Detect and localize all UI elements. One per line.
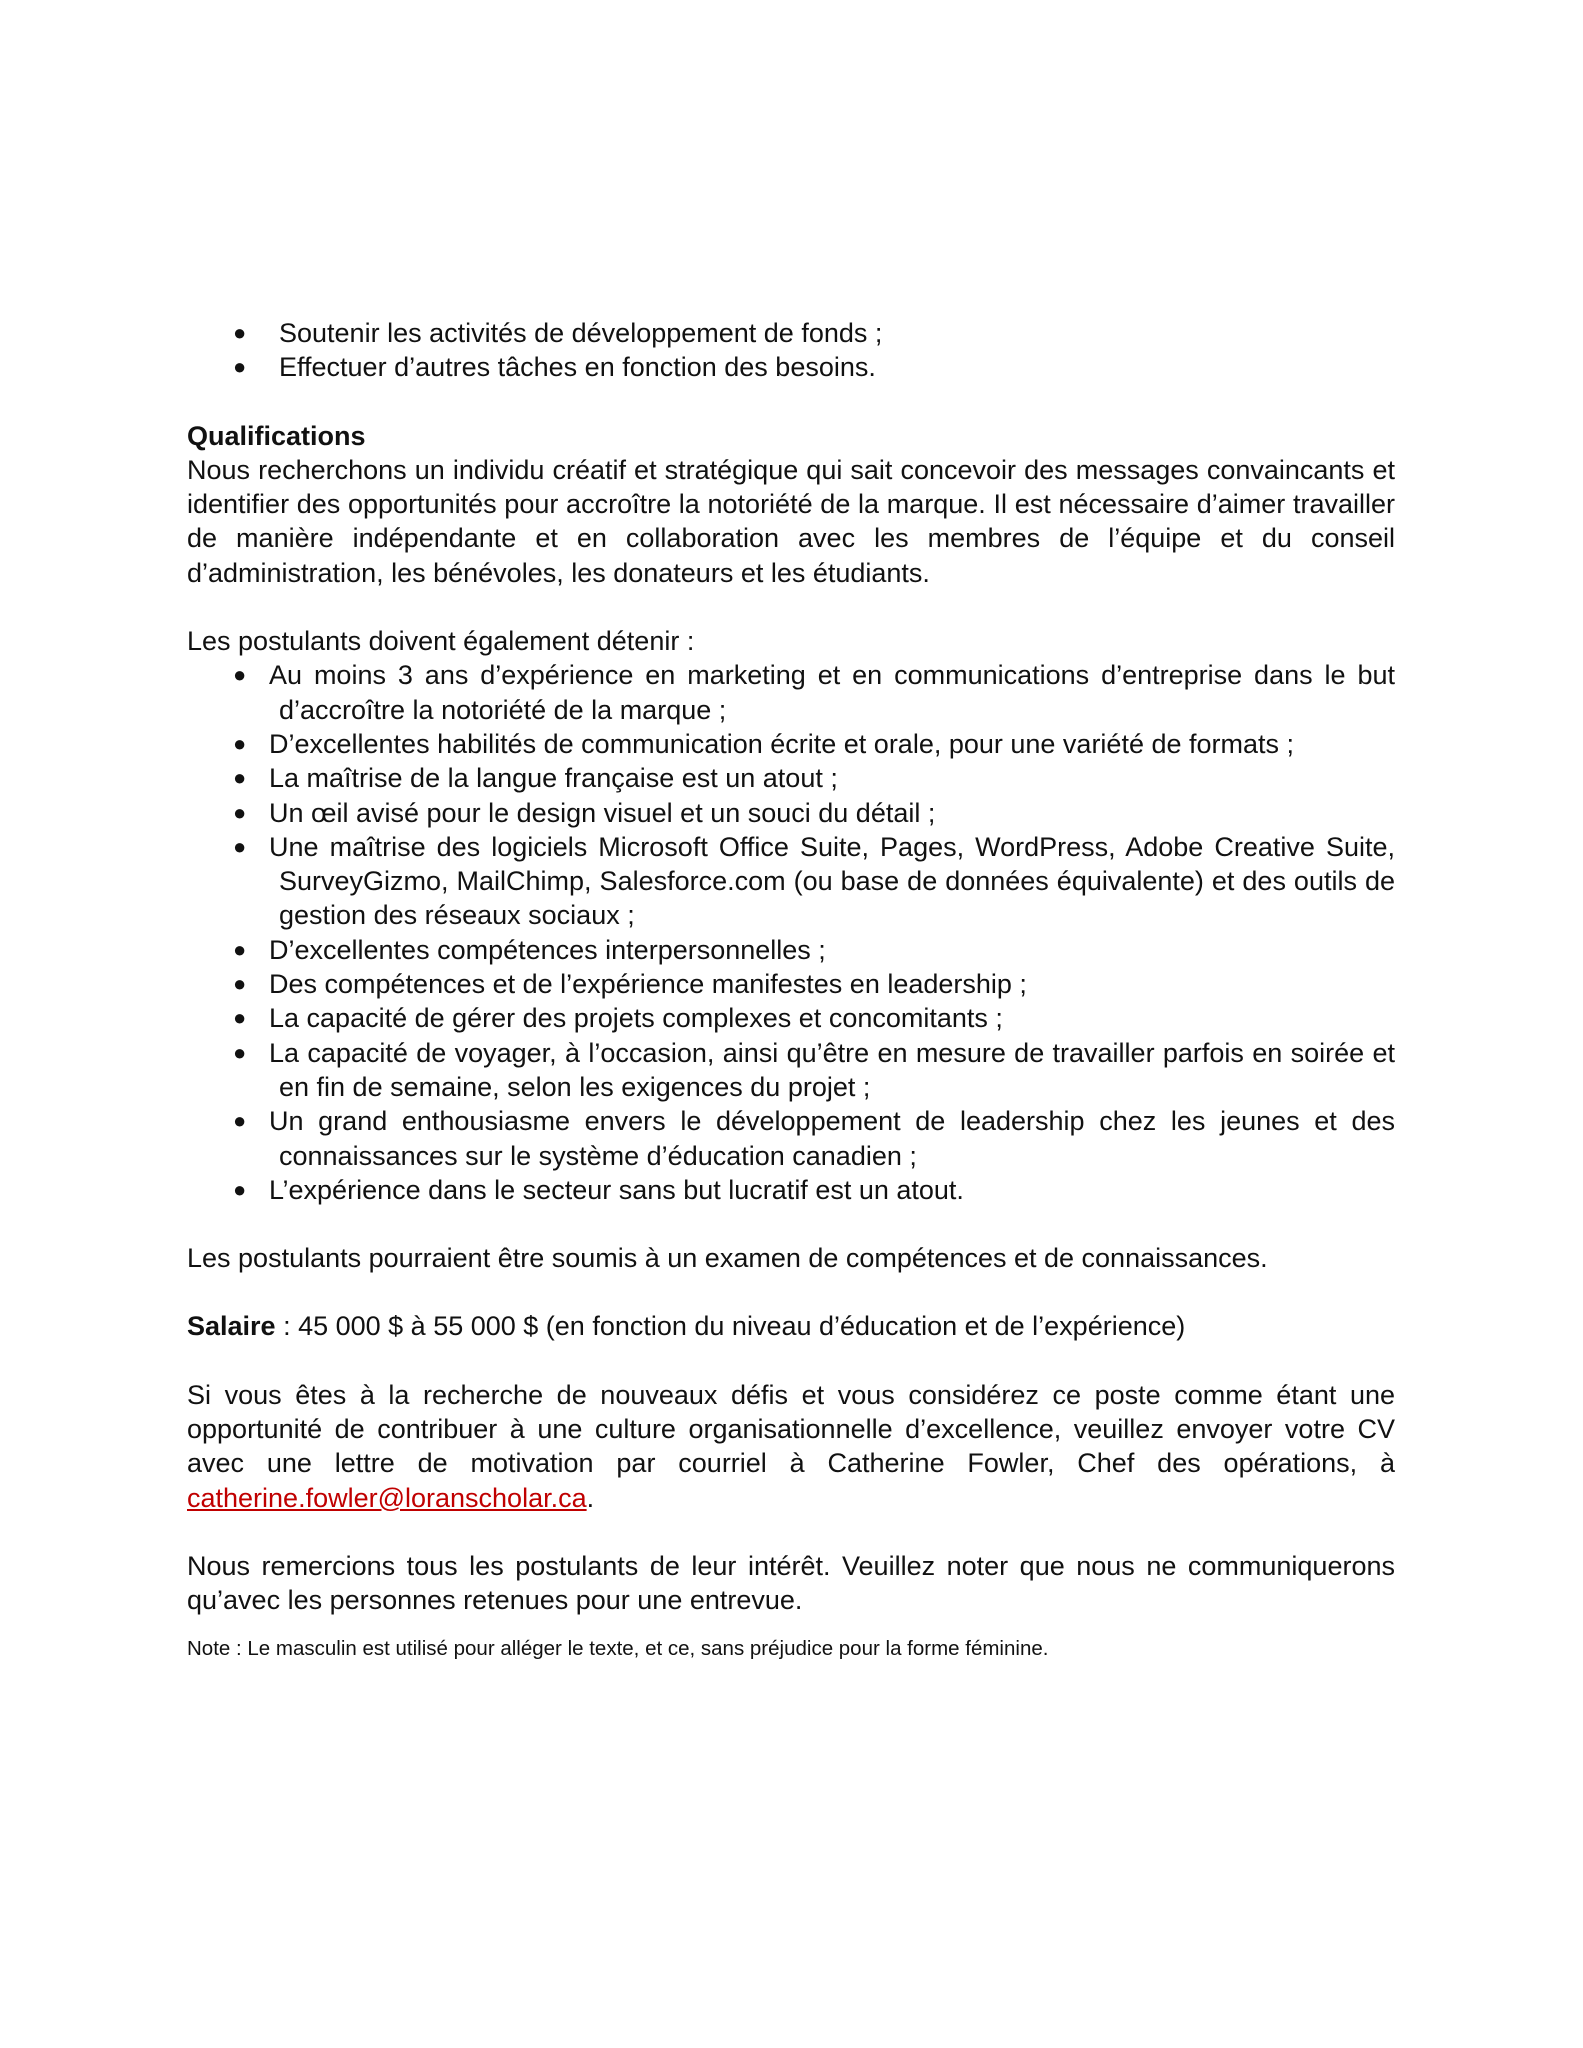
list-item: ● D’excellentes habilités de communication écrite et orale, pour une variété de formats ;	[187, 727, 1395, 761]
bullet-icon: ●	[233, 1176, 247, 1202]
footnote: Note : Le masculin est utilisé pour alléger le texte, et ce, sans préjudice pour la forme féminine.	[187, 1636, 1049, 1660]
list-item: ● Effectuer d’autres tâches en fonction des besoins.	[187, 350, 1395, 384]
list-item: ● La capacité de gérer des projets complexes et concomitants ;	[187, 1001, 1395, 1035]
document-page	[187, 316, 1395, 1664]
list-item: ● Au moins 3 ans d’expérience en marketing et en communications d’entreprise dans le but d’accroître la notoriété de la marque ;	[233, 660, 1395, 725]
bullet-icon: ●	[233, 936, 247, 962]
bullet-icon: ●	[233, 799, 247, 825]
bullet-icon: ●	[233, 320, 247, 345]
apply-text: Si vous êtes à la recherche de nouveaux défis et vous considérez ce poste comme étant une opportunité de contribuer à une culture organisationnelle d’excellence, veuillez envoyer votre CV avec une lettre de motivation par courriel à Catherine Fowler, Chef des opérations, à	[187, 1379, 1395, 1479]
apply-paragraph	[187, 1378, 1395, 1515]
list-item: ● Un grand enthousiasme envers le développement de leadership chez les jeunes et des connaissances sur le système d’éducation canadien ;	[233, 1106, 1395, 1171]
requirements-list	[187, 658, 1395, 1207]
bullet-icon: ●	[233, 662, 247, 688]
list-item: ● Un œil avisé pour le design visuel et un souci du détail ;	[187, 796, 1395, 830]
bullet-icon: ●	[233, 1005, 247, 1031]
apply-end: .	[586, 1482, 595, 1513]
list-item: ● D’excellentes compétences interpersonnelles ;	[187, 933, 1395, 967]
list-item: ● La capacité de voyager, à l’occasion, ainsi qu’être en mesure de travailler parfois en soirée et en fin de semaine, selon les exigences du projet ;	[233, 1037, 1395, 1102]
list-item: ● L’expérience dans le secteur sans but lucratif est un atout.	[187, 1173, 1395, 1207]
list-item: ● Une maîtrise des logiciels Microsoft Office Suite, Pages, WordPress, Adobe Creative Suite, SurveyGizmo, MailChimp, Salesforce.com (ou base de données équivalente) et des outils de gestion des réseaux sociaux ;	[233, 831, 1395, 931]
requirements-intro: Les postulants doivent également détenir :	[187, 626, 695, 657]
bullet-icon: ●	[233, 765, 247, 791]
bullet-icon: ●	[233, 354, 247, 380]
bullet-icon: ●	[233, 971, 247, 997]
top-bullet-list	[187, 316, 1395, 385]
thanks-paragraph: Nous remercions tous les postulants de leur intérêt. Veuillez noter que nous ne communiquerons qu’avec les personnes retenues pour une entrevue.	[187, 1550, 1395, 1616]
qualifications-paragraph: Nous recherchons un individu créatif et stratégique qui sait concevoir des messages convaincants et identifier des opportunités pour accroître la notoriété de la marque. Il est nécessaire d’aimer travailler de manière indépendante et en collaboration avec les membres de l’équipe et du conseil d’administration, les bénévoles, les donateurs et les étudiants.	[187, 454, 1395, 588]
list-item: ● Soutenir les activités de développement de fonds ;	[187, 316, 1395, 350]
salary-label: Salaire	[187, 1311, 276, 1342]
bullet-icon: ●	[233, 1108, 247, 1134]
list-item: ● La maîtrise de la langue française est un atout ;	[187, 761, 1395, 795]
qualifications-heading: Qualifications	[187, 420, 366, 451]
bullet-icon: ●	[233, 1039, 247, 1065]
salary-value: : 45 000 $ à 55 000 $ (en fonction du niveau d’éducation et de l’expérience)	[275, 1311, 1186, 1342]
bullet-icon: ●	[233, 730, 247, 756]
bullet-icon: ●	[233, 833, 247, 859]
exam-note: Les postulants pourraient être soumis à un examen de compétences et de connaissances.	[187, 1243, 1268, 1274]
email-link[interactable]: catherine.fowler@loranscholar.ca	[187, 1482, 587, 1513]
list-item: ● Des compétences et de l’expérience manifestes en leadership ;	[187, 967, 1395, 1001]
salary-line	[187, 1309, 1395, 1343]
